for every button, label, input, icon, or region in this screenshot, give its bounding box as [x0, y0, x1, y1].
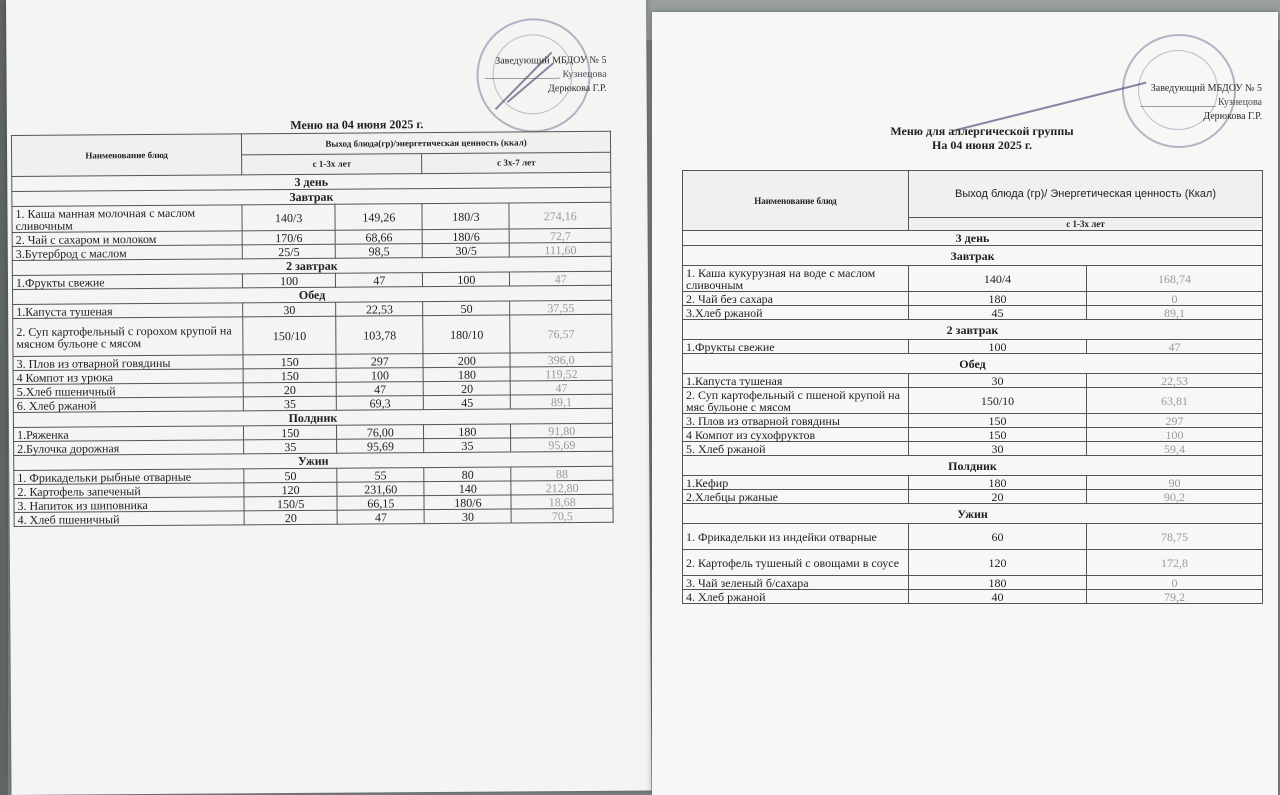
kcal-1-3: 69,3 [337, 396, 424, 411]
output-1-3: 30 [909, 374, 1087, 388]
column-header-output: Выход блюда(гр)/энергетическая ценность (ккал) [241, 131, 610, 154]
output-3-7: 50 [423, 301, 510, 316]
output-1-3: 170/6 [242, 230, 335, 245]
kcal-3-7: 88 [511, 466, 613, 481]
dish-name: 1.Фрукты свежие [683, 340, 909, 354]
kcal-1-3: 89,1 [1087, 306, 1263, 320]
header-position: Заведующий МБДОУ № 5 [495, 54, 607, 67]
output-3-7: 80 [424, 467, 511, 482]
dish-name: 2. Суп картофельный с горохом крупой на мясном бульоне с мясом [13, 317, 243, 357]
kcal-3-7: 111,60 [510, 242, 612, 257]
kcal-1-3: 90,2 [1087, 490, 1263, 504]
kcal-1-3: 98,5 [336, 244, 423, 259]
menu-page-left [6, 0, 652, 795]
menu-table [682, 170, 1263, 604]
kcal-1-3: 0 [1087, 292, 1263, 306]
output-1-3: 180 [909, 292, 1087, 306]
page-title [832, 124, 1132, 152]
table-row [683, 442, 1263, 456]
output-1-3: 100 [909, 340, 1087, 354]
output-3-7: 35 [424, 438, 511, 453]
output-3-7: 45 [424, 395, 511, 410]
output-1-3: 150 [909, 414, 1087, 428]
table-row [13, 314, 612, 356]
header-name: Дерюкова Г.Р. [547, 82, 607, 95]
dish-name: 1.Капуста тушеная [13, 303, 243, 319]
kcal-3-7: 396,0 [510, 352, 612, 367]
dish-name: 1.Капуста тушеная [683, 374, 909, 388]
output-3-7: 180/6 [422, 229, 509, 244]
kcal-3-7: 47 [510, 271, 612, 286]
output-3-7: 20 [424, 381, 511, 396]
output-1-3: 180 [909, 476, 1087, 490]
meal-section-title: 2 завтрак [12, 256, 611, 275]
kcal-1-3: 79,2 [1087, 590, 1263, 604]
table-row [683, 476, 1263, 490]
dish-name: 1. Каша манная молочная с маслом сливочным [12, 205, 242, 233]
header-signature-line: _______________ Кузнецова [1140, 97, 1262, 108]
kcal-3-7: 70,5 [511, 508, 613, 523]
kcal-1-3: 95,69 [337, 439, 424, 454]
kcal-1-3: 63,81 [1087, 388, 1263, 414]
table-row [683, 340, 1263, 354]
kcal-3-7: 212,80 [511, 480, 613, 495]
kcal-1-3: 47 [336, 382, 423, 397]
kcal-3-7: 76,57 [510, 314, 612, 353]
kcal-3-7: 274,16 [509, 202, 611, 229]
dish-name: 3.Хлеб ржаной [683, 306, 909, 320]
table-row [683, 428, 1263, 442]
dish-name: 1. Каша кукурузная на воде с маслом сливочным [683, 266, 909, 292]
output-1-3: 40 [909, 590, 1087, 604]
output-1-3: 150/10 [909, 388, 1087, 414]
dish-name: 1. Фрикадельки рыбные отварные [14, 469, 244, 485]
output-1-3: 140/3 [242, 204, 335, 231]
column-header-name: Наименование блюд [683, 171, 909, 231]
kcal-1-3: 100 [1087, 428, 1263, 442]
table-row [683, 550, 1263, 576]
output-1-3: 35 [243, 396, 336, 411]
approval-header [982, 82, 1262, 124]
kcal-1-3: 68,66 [335, 230, 422, 245]
meal-section-title: Завтрак [683, 246, 1263, 266]
dish-name: 1.Кефир [683, 476, 909, 490]
kcal-1-3: 22,53 [1087, 374, 1263, 388]
output-1-3: 150 [243, 368, 336, 383]
meal-section-row [683, 246, 1263, 266]
meal-section-title: Обед [13, 285, 612, 304]
kcal-3-7: 95,69 [511, 437, 613, 452]
table-row [683, 576, 1263, 590]
output-1-3: 140/4 [909, 266, 1087, 292]
output-1-3: 50 [244, 468, 337, 483]
output-3-7: 180/6 [424, 495, 511, 510]
dish-name: 1.Ряженка [13, 426, 243, 442]
table-header-row [683, 171, 1263, 218]
output-1-3: 150 [909, 428, 1087, 442]
dish-name: 4. Хлеб пшеничный [14, 511, 244, 527]
kcal-1-3: 168,74 [1087, 266, 1263, 292]
meal-section-row [683, 320, 1263, 340]
kcal-3-7: 72,7 [510, 228, 612, 243]
kcal-1-3: 76,00 [337, 425, 424, 440]
dish-name: 4 Компот из сухофруктов [683, 428, 909, 442]
output-3-7: 30/5 [423, 243, 510, 258]
menu-table [11, 131, 614, 527]
output-3-7: 140 [424, 481, 511, 496]
day-label: 3 день [683, 231, 1263, 246]
dish-name: 2. Чай с сахаром и молоком [12, 231, 242, 247]
meal-section-title: Завтрак [12, 187, 611, 206]
kcal-1-3: 100 [336, 368, 423, 383]
output-3-7: 200 [423, 353, 510, 368]
dish-name: 3. Плов из отварной говядины [683, 414, 909, 428]
column-header-name: Наименование блюд [11, 134, 241, 177]
meal-section-title: Обед [683, 354, 1263, 374]
output-3-7: 30 [424, 509, 511, 524]
kcal-1-3: 0 [1087, 576, 1263, 590]
output-1-3: 25/5 [242, 244, 335, 259]
kcal-3-7: 89,1 [511, 394, 613, 409]
kcal-1-3: 59,4 [1087, 442, 1263, 456]
column-header-age-1-3: с 1-3х лет [909, 218, 1263, 231]
meal-section-row [683, 504, 1263, 524]
output-3-7: 100 [423, 272, 510, 287]
page-title: Меню на 04 июня 2025 г. [290, 117, 424, 133]
output-3-7: 180/10 [423, 315, 510, 354]
output-1-3: 150 [243, 354, 336, 369]
table-row [683, 490, 1263, 504]
kcal-1-3: 297 [1087, 414, 1263, 428]
output-1-3: 20 [243, 382, 336, 397]
dish-name: 5. Хлеб ржаной [683, 442, 909, 456]
meal-section-title: Ужин [683, 504, 1263, 524]
kcal-1-3: 47 [337, 510, 424, 525]
kcal-3-7: 47 [511, 380, 613, 395]
table-row [683, 590, 1263, 604]
output-1-3: 150 [244, 425, 337, 440]
dish-name: 6. Хлеб ржаной [13, 397, 243, 413]
output-1-3: 60 [909, 524, 1087, 550]
dish-name: 1.Фрукты свежие [12, 274, 242, 290]
kcal-1-3: 47 [1087, 340, 1263, 354]
approval-header [346, 54, 606, 98]
dish-name: 4. Хлеб ржаной [683, 590, 909, 604]
output-1-3: 120 [909, 550, 1087, 576]
kcal-1-3: 149,26 [335, 204, 422, 231]
header-position: Заведующий МБДОУ № 5 [1150, 83, 1262, 94]
dish-name: 1. Фрикадельки из индейки отварные [683, 524, 909, 550]
kcal-1-3: 66,15 [337, 496, 424, 511]
output-1-3: 35 [244, 439, 337, 454]
dish-name: 2. Картофель тушеный с овощами в соусе [683, 550, 909, 576]
table-row [683, 524, 1263, 550]
kcal-3-7: 37,55 [510, 300, 612, 315]
dish-name: 2. Картофель запеченый [14, 483, 244, 499]
header-signature-line: _______________ Кузнецова [484, 68, 607, 81]
output-1-3: 100 [242, 273, 335, 288]
day-row [683, 231, 1263, 246]
output-3-7: 180 [424, 424, 511, 439]
dish-name: 2.Булочка дорожная [14, 440, 244, 456]
dish-name: 3. Напиток из шиповника [14, 497, 244, 513]
output-1-3: 180 [909, 576, 1087, 590]
output-1-3: 30 [243, 302, 336, 317]
meal-section-row [683, 354, 1263, 374]
table-row [683, 292, 1263, 306]
table-row [683, 414, 1263, 428]
kcal-1-3: 297 [336, 354, 423, 369]
kcal-3-7: 119,52 [510, 366, 612, 381]
dish-name: 2. Чай без сахара [683, 292, 909, 306]
meal-section-title: Ужин [14, 451, 613, 470]
kcal-1-3: 90 [1087, 476, 1263, 490]
kcal-3-7: 91,80 [511, 423, 613, 438]
dish-name: 2.Хлебцы ржаные [683, 490, 909, 504]
kcal-1-3: 172,8 [1087, 550, 1263, 576]
dish-name: 3. Чай зеленый б/сахара [683, 576, 909, 590]
page-title-line1: Меню для аллергической группы [890, 124, 1074, 138]
menu-page-right [652, 12, 1278, 795]
kcal-1-3: 103,78 [336, 316, 423, 355]
output-1-3: 45 [909, 306, 1087, 320]
output-3-7: 180 [423, 367, 510, 382]
table-row [683, 388, 1263, 414]
output-1-3: 120 [244, 482, 337, 497]
kcal-1-3: 47 [336, 273, 423, 288]
meal-section-title: Полдник [683, 456, 1263, 476]
meal-section-title: 2 завтрак [683, 320, 1263, 340]
output-1-3: 20 [244, 510, 337, 525]
kcal-1-3: 22,53 [336, 302, 423, 317]
kcal-3-7: 18,68 [511, 494, 613, 509]
page-title-line2: На 04 июня 2025 г. [932, 138, 1032, 152]
kcal-1-3: 55 [337, 468, 424, 483]
output-1-3: 150/10 [243, 316, 337, 355]
output-1-3: 20 [909, 490, 1087, 504]
dish-name: 2. Суп картофельный с пшеной крупой на мяс бульоне с мясом [683, 388, 909, 414]
meal-section-row [683, 456, 1263, 476]
dish-name: 3. Плов из отварной говядины [13, 355, 243, 371]
output-1-3: 150/5 [244, 496, 337, 511]
column-header-age-3-7: с 3х-7 лет [422, 152, 611, 174]
kcal-1-3: 231,60 [337, 482, 424, 497]
dish-name: 3.Бутерброд с маслом [12, 245, 242, 261]
header-name: Дерюкова Г.Р. [1203, 111, 1262, 122]
table-row [683, 306, 1263, 320]
dish-name: 5.Хлеб пшеничный [13, 383, 243, 399]
day-label: 3 день [12, 172, 611, 191]
dish-name: 4 Компот из урюка [13, 369, 243, 385]
column-header-age-1-3: с 1-3х лет [242, 153, 422, 175]
column-header-output: Выход блюда (гр)/ Энергетическая ценность (Ккал) [909, 171, 1263, 218]
table-row [683, 374, 1263, 388]
output-1-3: 30 [909, 442, 1087, 456]
kcal-1-3: 78,75 [1087, 524, 1263, 550]
output-3-7: 180/3 [422, 203, 509, 230]
table-row [683, 266, 1263, 292]
meal-section-title: Полдник [13, 408, 612, 427]
